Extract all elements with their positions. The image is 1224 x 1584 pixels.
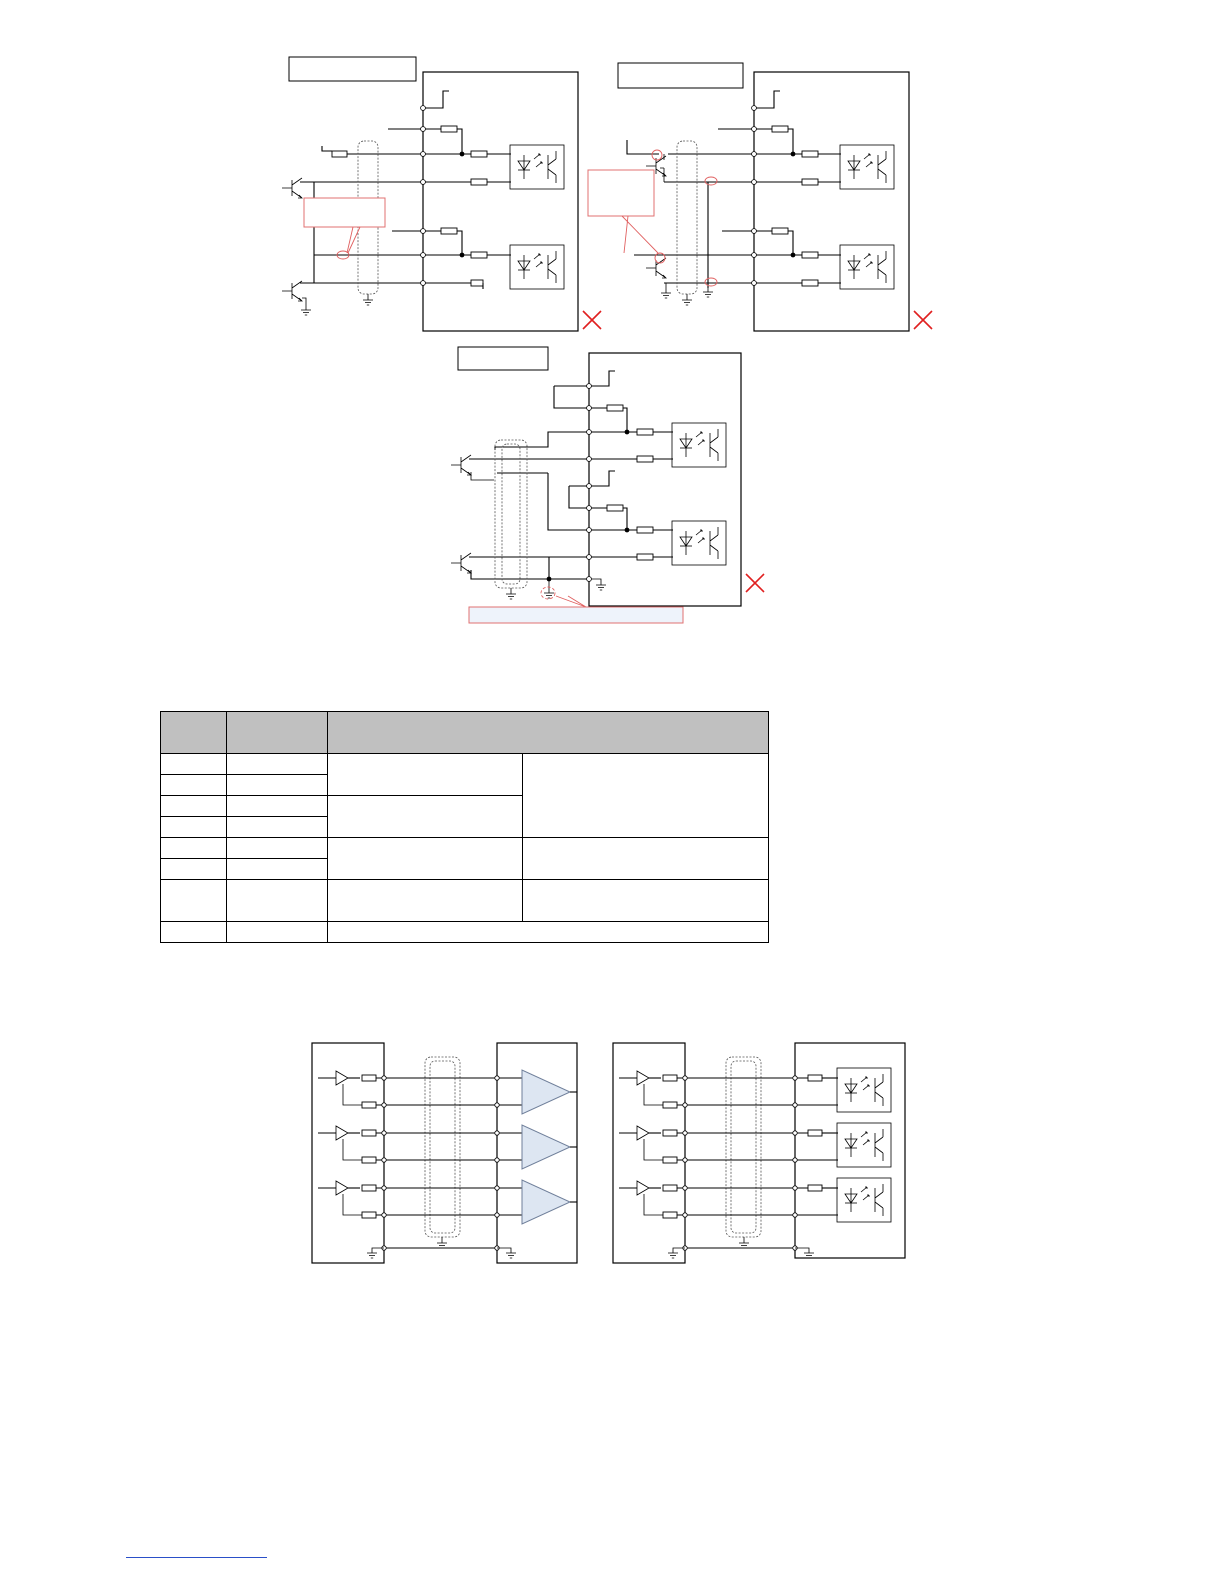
- table-cell: [328, 880, 523, 922]
- error-mark-1: [583, 311, 601, 329]
- table-cell: [227, 796, 328, 817]
- table-cell: [161, 775, 227, 796]
- table-cell: [523, 880, 769, 922]
- table-row: [161, 754, 769, 775]
- table-cell: [328, 838, 523, 880]
- table-cell: [161, 922, 227, 943]
- table-row: [161, 922, 769, 943]
- diagram-3-label-box: [458, 347, 548, 370]
- table-cell: [161, 754, 227, 775]
- diagram-1-label-box: [289, 57, 416, 81]
- table-header-row: [161, 712, 769, 754]
- error-mark-3: [746, 574, 764, 592]
- table-cell: [523, 838, 769, 880]
- table-row: [161, 838, 769, 859]
- table-cell: [227, 817, 328, 838]
- table-header-cell: [227, 712, 328, 754]
- table-cell: [523, 754, 769, 838]
- table-cell: [328, 922, 769, 943]
- table-row: [161, 880, 769, 922]
- table-header-cell: [161, 712, 227, 754]
- table-cell: [227, 880, 328, 922]
- table-cell: [161, 859, 227, 880]
- error-mark-2: [914, 311, 932, 329]
- table-cell: [227, 859, 328, 880]
- diagram-optocoupler-receiver: [613, 1043, 905, 1263]
- diagram-incorrect-wiring-1: [282, 57, 601, 331]
- signal-table: [160, 711, 769, 943]
- table-cell: [227, 922, 328, 943]
- table-cell: [227, 775, 328, 796]
- table-cell: [161, 880, 227, 922]
- table-cell: [161, 838, 227, 859]
- table-cell: [328, 796, 523, 838]
- table-cell: [227, 754, 328, 775]
- table-header-cell: [328, 712, 769, 754]
- diagram-2-label-box: [618, 63, 743, 88]
- table-cell: [161, 796, 227, 817]
- footnote-separator: [126, 1557, 267, 1558]
- table-cell: [161, 817, 227, 838]
- table-cell: [328, 754, 523, 796]
- diagram-incorrect-wiring-3: [451, 347, 764, 623]
- diagram-incorrect-wiring-2: [588, 63, 932, 331]
- diagram-differential-line-driver: [312, 1043, 577, 1263]
- table-cell: [227, 838, 328, 859]
